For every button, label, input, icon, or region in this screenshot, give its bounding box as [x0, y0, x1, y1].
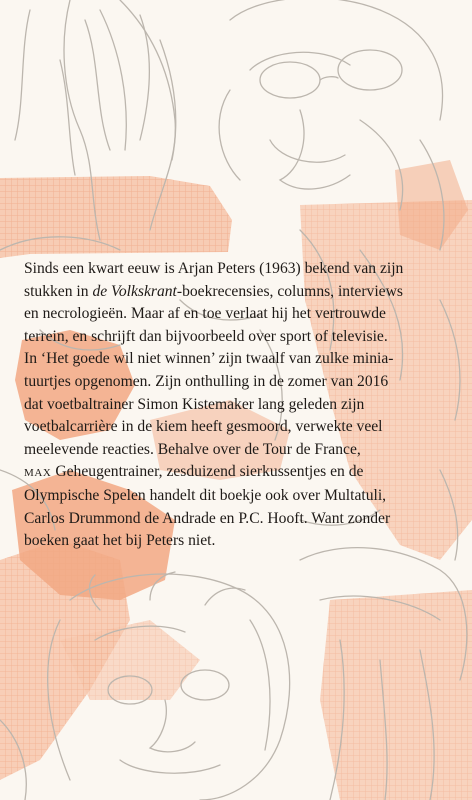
blurb-line: In ‘Het goede wil niet winnen’ zijn twaalf van zulke minia-	[24, 350, 394, 368]
blurb-line: tuurtjes opgenomen. Zijn onthulling in de zomer van 2016	[24, 372, 389, 390]
blurb-line: terrein, en schrijft dan bijvoorbeeld over sport of televisie.	[24, 327, 388, 345]
blurb-line	[24, 281, 444, 304]
blurb-text: stukken in	[24, 282, 93, 300]
blurb-text: -boekrecensies, columns, interviews	[176, 282, 403, 300]
back-cover-blurb	[24, 258, 444, 553]
blurb-line: meelevende reacties. Behalve over de Tour de France,	[24, 440, 361, 458]
blurb-line	[24, 461, 444, 485]
blurb-line: Sinds een kwart eeuw is Arjan Peters (1963) bekend van zijn	[24, 260, 404, 277]
newspaper-title: de Volkskrant	[92, 282, 177, 300]
blurb-line: boeken gaat het bij Peters niet.	[24, 532, 216, 550]
blurb-line: Olympische Spelen handelt dit boekje ook over Multatuli,	[24, 486, 387, 504]
blurb-text: Geheugentrainer, zesduizend sierkussentjes en de	[51, 463, 364, 481]
blurb-line: en necrologieën. Maar af en toe verlaat hij het vertrouwde	[24, 305, 386, 323]
blurb-line: dat voetbaltrainer Simon Kistemaker lang geleden zijn	[24, 395, 365, 413]
blurb-line: voetbalcarrière in de kiem heeft gesmoord, verwekte veel	[24, 418, 383, 436]
small-caps-max: MAX	[24, 467, 52, 480]
blurb-line: Carlos Drummond de Andrade en P.C. Hooft. Want zonder	[24, 509, 391, 527]
